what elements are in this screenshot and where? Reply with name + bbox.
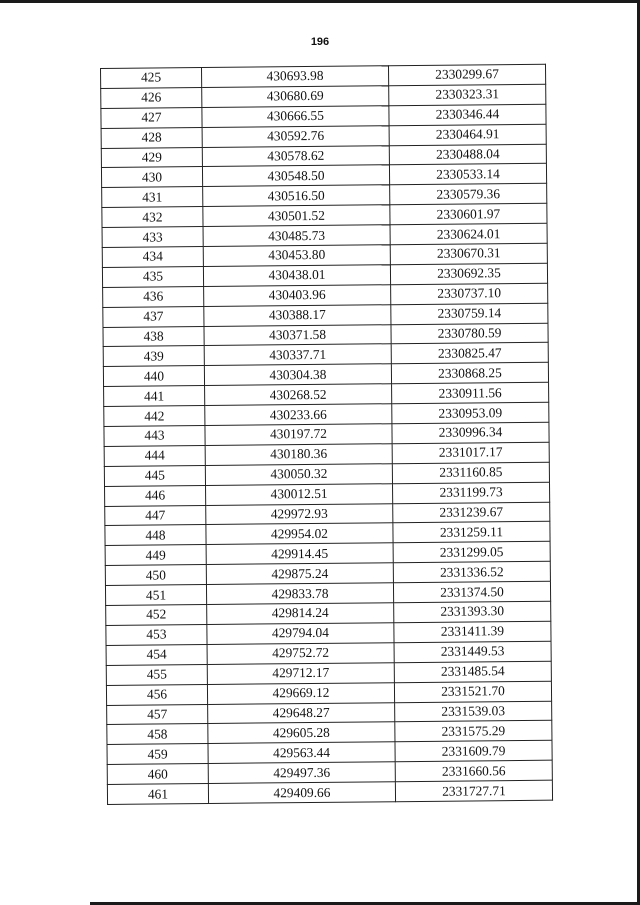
y-coordinate-cell: 2330323.31: [389, 84, 546, 105]
y-coordinate-cell: 2330464.91: [389, 124, 546, 145]
point-number-cell: 431: [102, 187, 203, 208]
y-coordinate-cell: 2331539.03: [395, 701, 552, 722]
x-coordinate-cell: 429972.93: [206, 503, 393, 525]
x-coordinate-cell: 430403.96: [204, 285, 391, 307]
y-coordinate-cell: 2331411.39: [394, 621, 551, 642]
x-coordinate-cell: 430548.50: [202, 165, 389, 187]
x-coordinate-cell: 429954.02: [206, 523, 393, 545]
x-coordinate-cell: 429409.66: [208, 782, 395, 804]
y-coordinate-cell: 2331199.73: [393, 482, 550, 503]
y-coordinate-cell: 2330579.36: [390, 184, 547, 205]
x-coordinate-cell: 430371.58: [204, 324, 391, 346]
x-coordinate-cell: 429794.04: [207, 623, 394, 645]
point-number-cell: 426: [101, 87, 202, 108]
point-number-cell: 428: [101, 127, 202, 148]
y-coordinate-cell: 2331609.79: [395, 740, 552, 761]
scan-border-top: [0, 0, 640, 3]
point-number-cell: 443: [104, 426, 205, 447]
point-number-cell: 448: [105, 525, 206, 546]
x-coordinate-cell: 429833.78: [206, 583, 393, 605]
y-coordinate-cell: 2330346.44: [389, 104, 546, 125]
y-coordinate-cell: 2330911.56: [392, 382, 549, 403]
x-coordinate-cell: 430693.98: [202, 66, 389, 88]
point-number-cell: 427: [101, 107, 202, 128]
x-coordinate-cell: 429875.24: [206, 563, 393, 585]
point-number-cell: 455: [106, 664, 207, 685]
y-coordinate-cell: 2331485.54: [394, 661, 551, 682]
point-number-cell: 454: [106, 644, 207, 665]
y-coordinate-cell: 2331259.11: [393, 522, 550, 543]
y-coordinate-cell: 2330670.31: [390, 243, 547, 264]
x-coordinate-cell: 429752.72: [207, 643, 394, 665]
y-coordinate-cell: 2331660.56: [395, 760, 552, 781]
point-number-cell: 449: [105, 545, 206, 566]
point-number-cell: 451: [105, 585, 206, 606]
x-coordinate-cell: 430388.17: [204, 304, 391, 326]
point-number-cell: 447: [105, 505, 206, 526]
x-coordinate-cell: 430578.62: [202, 145, 389, 167]
point-number-cell: 456: [106, 684, 207, 705]
point-number-cell: 453: [106, 624, 207, 645]
point-number-cell: 442: [104, 406, 205, 427]
y-coordinate-cell: 2331521.70: [394, 681, 551, 702]
point-number-cell: 437: [103, 306, 204, 327]
x-coordinate-cell: 430337.71: [204, 344, 391, 366]
point-number-cell: 458: [107, 724, 208, 745]
y-coordinate-cell: 2330825.47: [391, 343, 548, 364]
y-coordinate-cell: 2331575.29: [395, 721, 552, 742]
x-coordinate-cell: 430666.55: [202, 106, 389, 128]
coordinate-table-container: [100, 64, 553, 805]
y-coordinate-cell: 2330299.67: [388, 64, 545, 85]
point-number-cell: 460: [107, 764, 208, 785]
point-number-cell: 441: [104, 386, 205, 407]
y-coordinate-cell: 2331336.52: [393, 561, 550, 582]
point-number-cell: 452: [106, 605, 207, 626]
point-number-cell: 439: [103, 346, 204, 367]
coordinate-table-body: [101, 64, 553, 804]
table-row: [107, 780, 552, 804]
x-coordinate-cell: 430012.51: [206, 483, 393, 505]
page-number: 196: [310, 36, 330, 48]
x-coordinate-cell: 429669.12: [207, 682, 394, 704]
y-coordinate-cell: 2330692.35: [390, 263, 547, 284]
x-coordinate-cell: 430680.69: [202, 86, 389, 108]
y-coordinate-cell: 2330601.97: [390, 203, 547, 224]
y-coordinate-cell: 2331374.50: [393, 581, 550, 602]
x-coordinate-cell: 430050.32: [205, 464, 392, 486]
x-coordinate-cell: 430592.76: [202, 125, 389, 147]
point-number-cell: 450: [105, 565, 206, 586]
coordinate-table: [100, 64, 553, 805]
x-coordinate-cell: 430485.73: [203, 225, 390, 247]
point-number-cell: 457: [107, 704, 208, 725]
y-coordinate-cell: 2331017.17: [392, 442, 549, 463]
y-coordinate-cell: 2330868.25: [391, 363, 548, 384]
x-coordinate-cell: 430304.38: [204, 364, 391, 386]
x-coordinate-cell: 429648.27: [208, 702, 395, 724]
y-coordinate-cell: 2330488.04: [389, 144, 546, 165]
y-coordinate-cell: 2331393.30: [394, 601, 551, 622]
y-coordinate-cell: 2330996.34: [392, 422, 549, 443]
x-coordinate-cell: 429497.36: [208, 762, 395, 784]
point-number-cell: 425: [101, 68, 202, 89]
y-coordinate-cell: 2330780.59: [391, 323, 548, 344]
x-coordinate-cell: 430268.52: [205, 384, 392, 406]
x-coordinate-cell: 429605.28: [208, 722, 395, 744]
x-coordinate-cell: 430438.01: [203, 265, 390, 287]
y-coordinate-cell: 2330624.01: [390, 223, 547, 244]
y-coordinate-cell: 2331449.53: [394, 641, 551, 662]
x-coordinate-cell: 430516.50: [203, 185, 390, 207]
x-coordinate-cell: 429712.17: [207, 662, 394, 684]
x-coordinate-cell: 429563.44: [208, 742, 395, 764]
y-coordinate-cell: 2331727.71: [395, 780, 552, 801]
x-coordinate-cell: 430453.80: [203, 245, 390, 267]
point-number-cell: 435: [102, 266, 203, 287]
point-number-cell: 434: [102, 247, 203, 268]
x-coordinate-cell: 430180.36: [205, 444, 392, 466]
y-coordinate-cell: 2330953.09: [392, 402, 549, 423]
point-number-cell: 461: [107, 784, 208, 805]
point-number-cell: 444: [104, 445, 205, 466]
point-number-cell: 433: [102, 227, 203, 248]
point-number-cell: 446: [105, 485, 206, 506]
y-coordinate-cell: 2331299.05: [393, 542, 550, 563]
y-coordinate-cell: 2330759.14: [391, 303, 548, 324]
point-number-cell: 430: [101, 167, 202, 188]
y-coordinate-cell: 2330737.10: [391, 283, 548, 304]
point-number-cell: 445: [104, 465, 205, 486]
point-number-cell: 436: [103, 286, 204, 307]
x-coordinate-cell: 429814.24: [207, 603, 394, 625]
x-coordinate-cell: 430197.72: [205, 424, 392, 446]
x-coordinate-cell: 430501.52: [203, 205, 390, 227]
y-coordinate-cell: 2330533.14: [389, 164, 546, 185]
point-number-cell: 429: [101, 147, 202, 168]
x-coordinate-cell: 430233.66: [205, 404, 392, 426]
point-number-cell: 459: [107, 744, 208, 765]
point-number-cell: 440: [103, 366, 204, 387]
y-coordinate-cell: 2331160.85: [392, 462, 549, 483]
y-coordinate-cell: 2331239.67: [393, 502, 550, 523]
point-number-cell: 432: [102, 207, 203, 228]
x-coordinate-cell: 429914.45: [206, 543, 393, 565]
point-number-cell: 438: [103, 326, 204, 347]
